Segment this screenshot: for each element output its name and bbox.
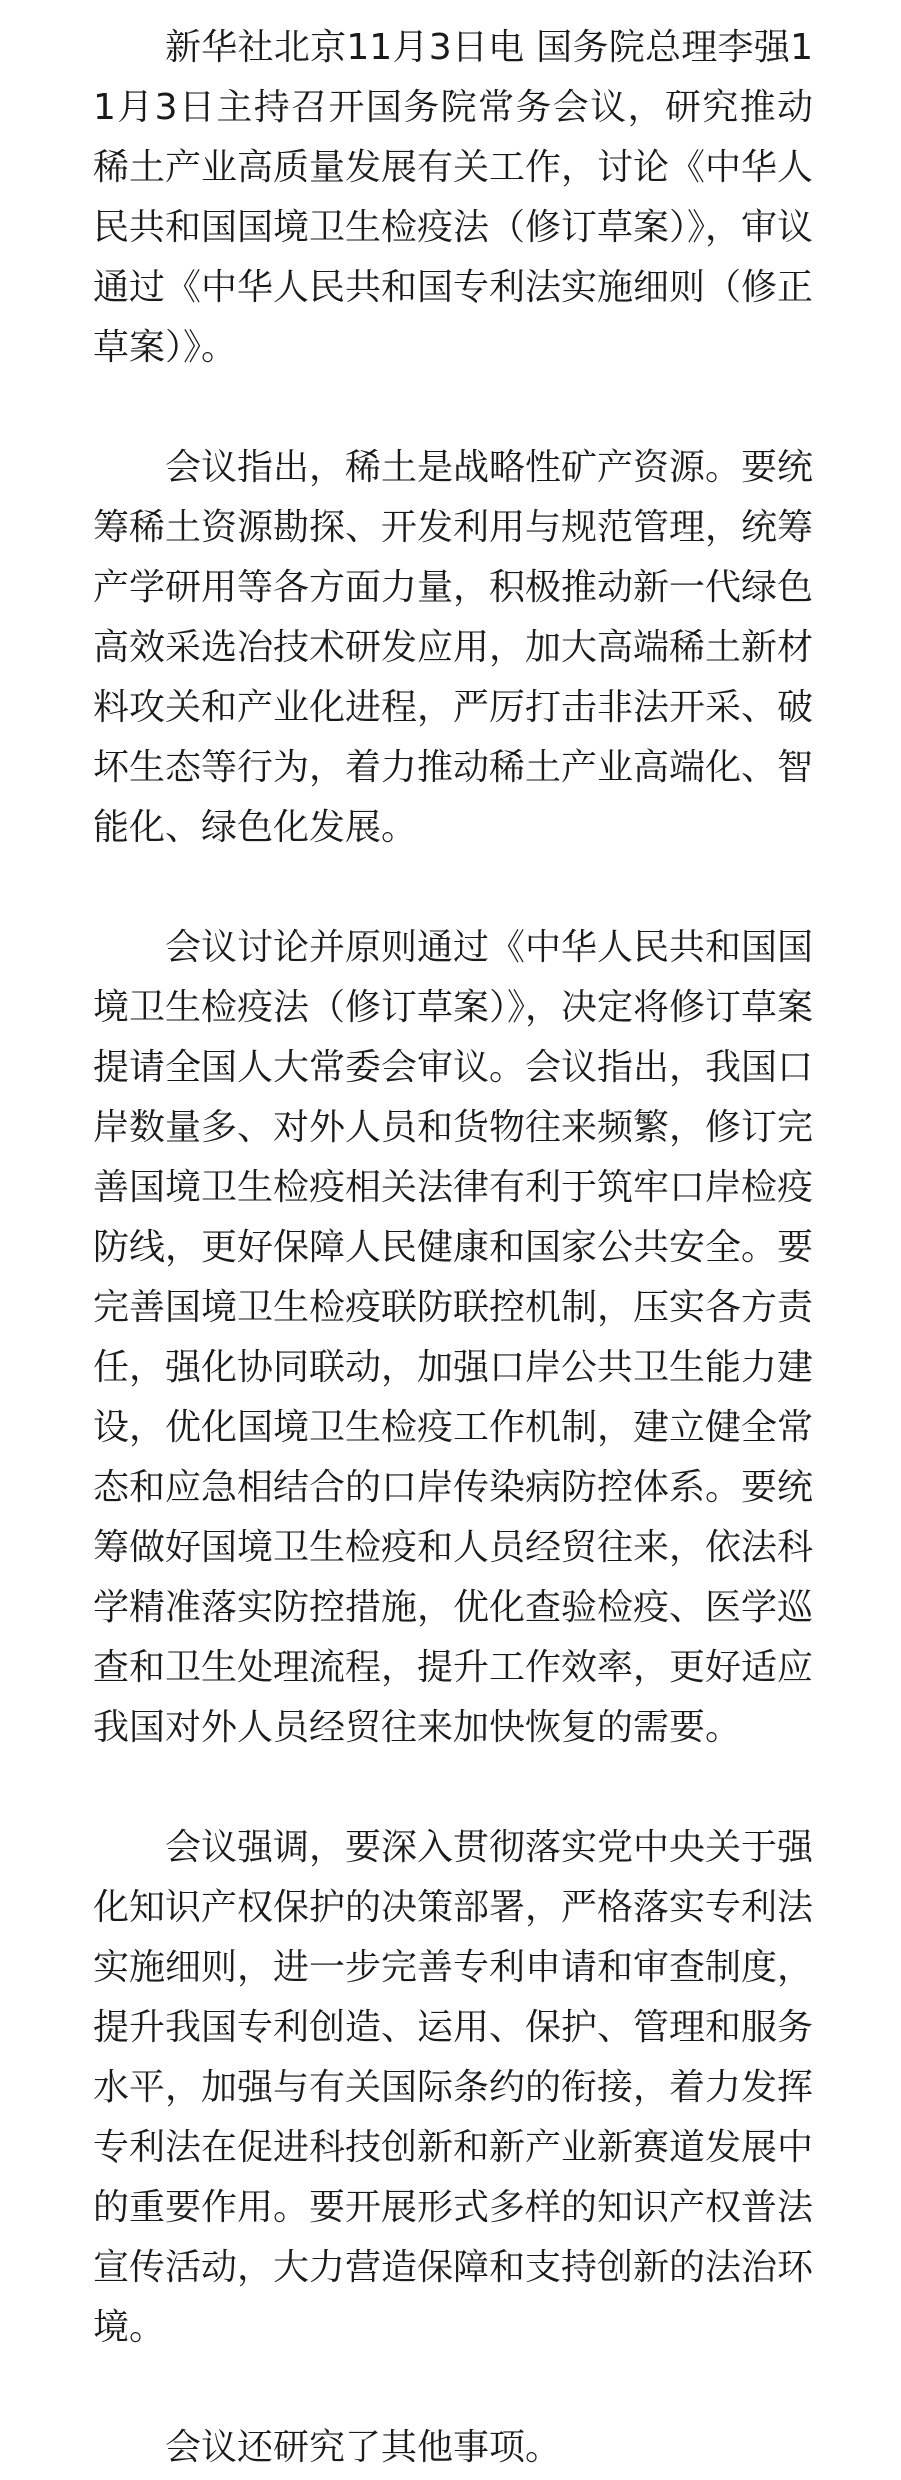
article-paragraph-lead: 新华社北京11月3日电 国务院总理李强11月3日主持召开国务院常务会议，研究推动稀土产业高质量发展有关工作，讨论《中华人民共和国国境卫生检疫法（修订草案）》，审议通过《中华人民共和国专利法实施细则（修正草案）》。 (93, 27, 814, 368)
news-article (93, 18, 813, 2478)
article-paragraph-closing: 会议还研究了其他事项。 (165, 2427, 562, 2468)
article-paragraph-patent-law: 会议强调，要深入贯彻落实党中央关于强化知识产权保护的决策部署，严格落实专利法实施细则，进一步完善专利申请和审查制度，提升我国专利创造、运用、保护、管理和服务水平，加强与有关国际条约的衔接，着力发挥专利法在促进科技创新和新产业新赛道发展中的重要作用。要开展形式多样的知识产权普法宣传活动，大力营造保障和支持创新的法治环境。 (93, 1827, 814, 2348)
article-paragraph-rare-earth: 会议指出，稀土是战略性矿产资源。要统筹稀土资源勘探、开发利用与规范管理，统筹产学研用等各方面力量，积极推动新一代绿色高效采选冶技术研发应用，加大高端稀土新材料攻关和产业化进程，严厉打击非法开采、破坏生态等行为，着力推动稀土产业高端化、智能化、绿色化发展。 (93, 447, 814, 848)
article-paragraph-border-quarantine: 会议讨论并原则通过《中华人民共和国国境卫生检疫法（修订草案）》，决定将修订草案提请全国人大常委会审议。会议指出，我国口岸数量多、对外人员和货物往来频繁，修订完善国境卫生检疫相关法律有利于筑牢口岸检疫防线，更好保障人民健康和国家公共安全。要完善国境卫生检疫联防联控机制，压实各方责任，强化协同联动，加强口岸公共卫生能力建设，优化国境卫生检疫工作机制，建立健全常态和应急相结合的口岸传染病防控体系。要统筹做好国境卫生检疫和人员经贸往来，依法科学精准落实防控措施，优化查验检疫、医学巡查和卫生处理流程，提升工作效率，更好适应我国对外人员经贸往来加快恢复的需要。 (93, 927, 814, 1748)
